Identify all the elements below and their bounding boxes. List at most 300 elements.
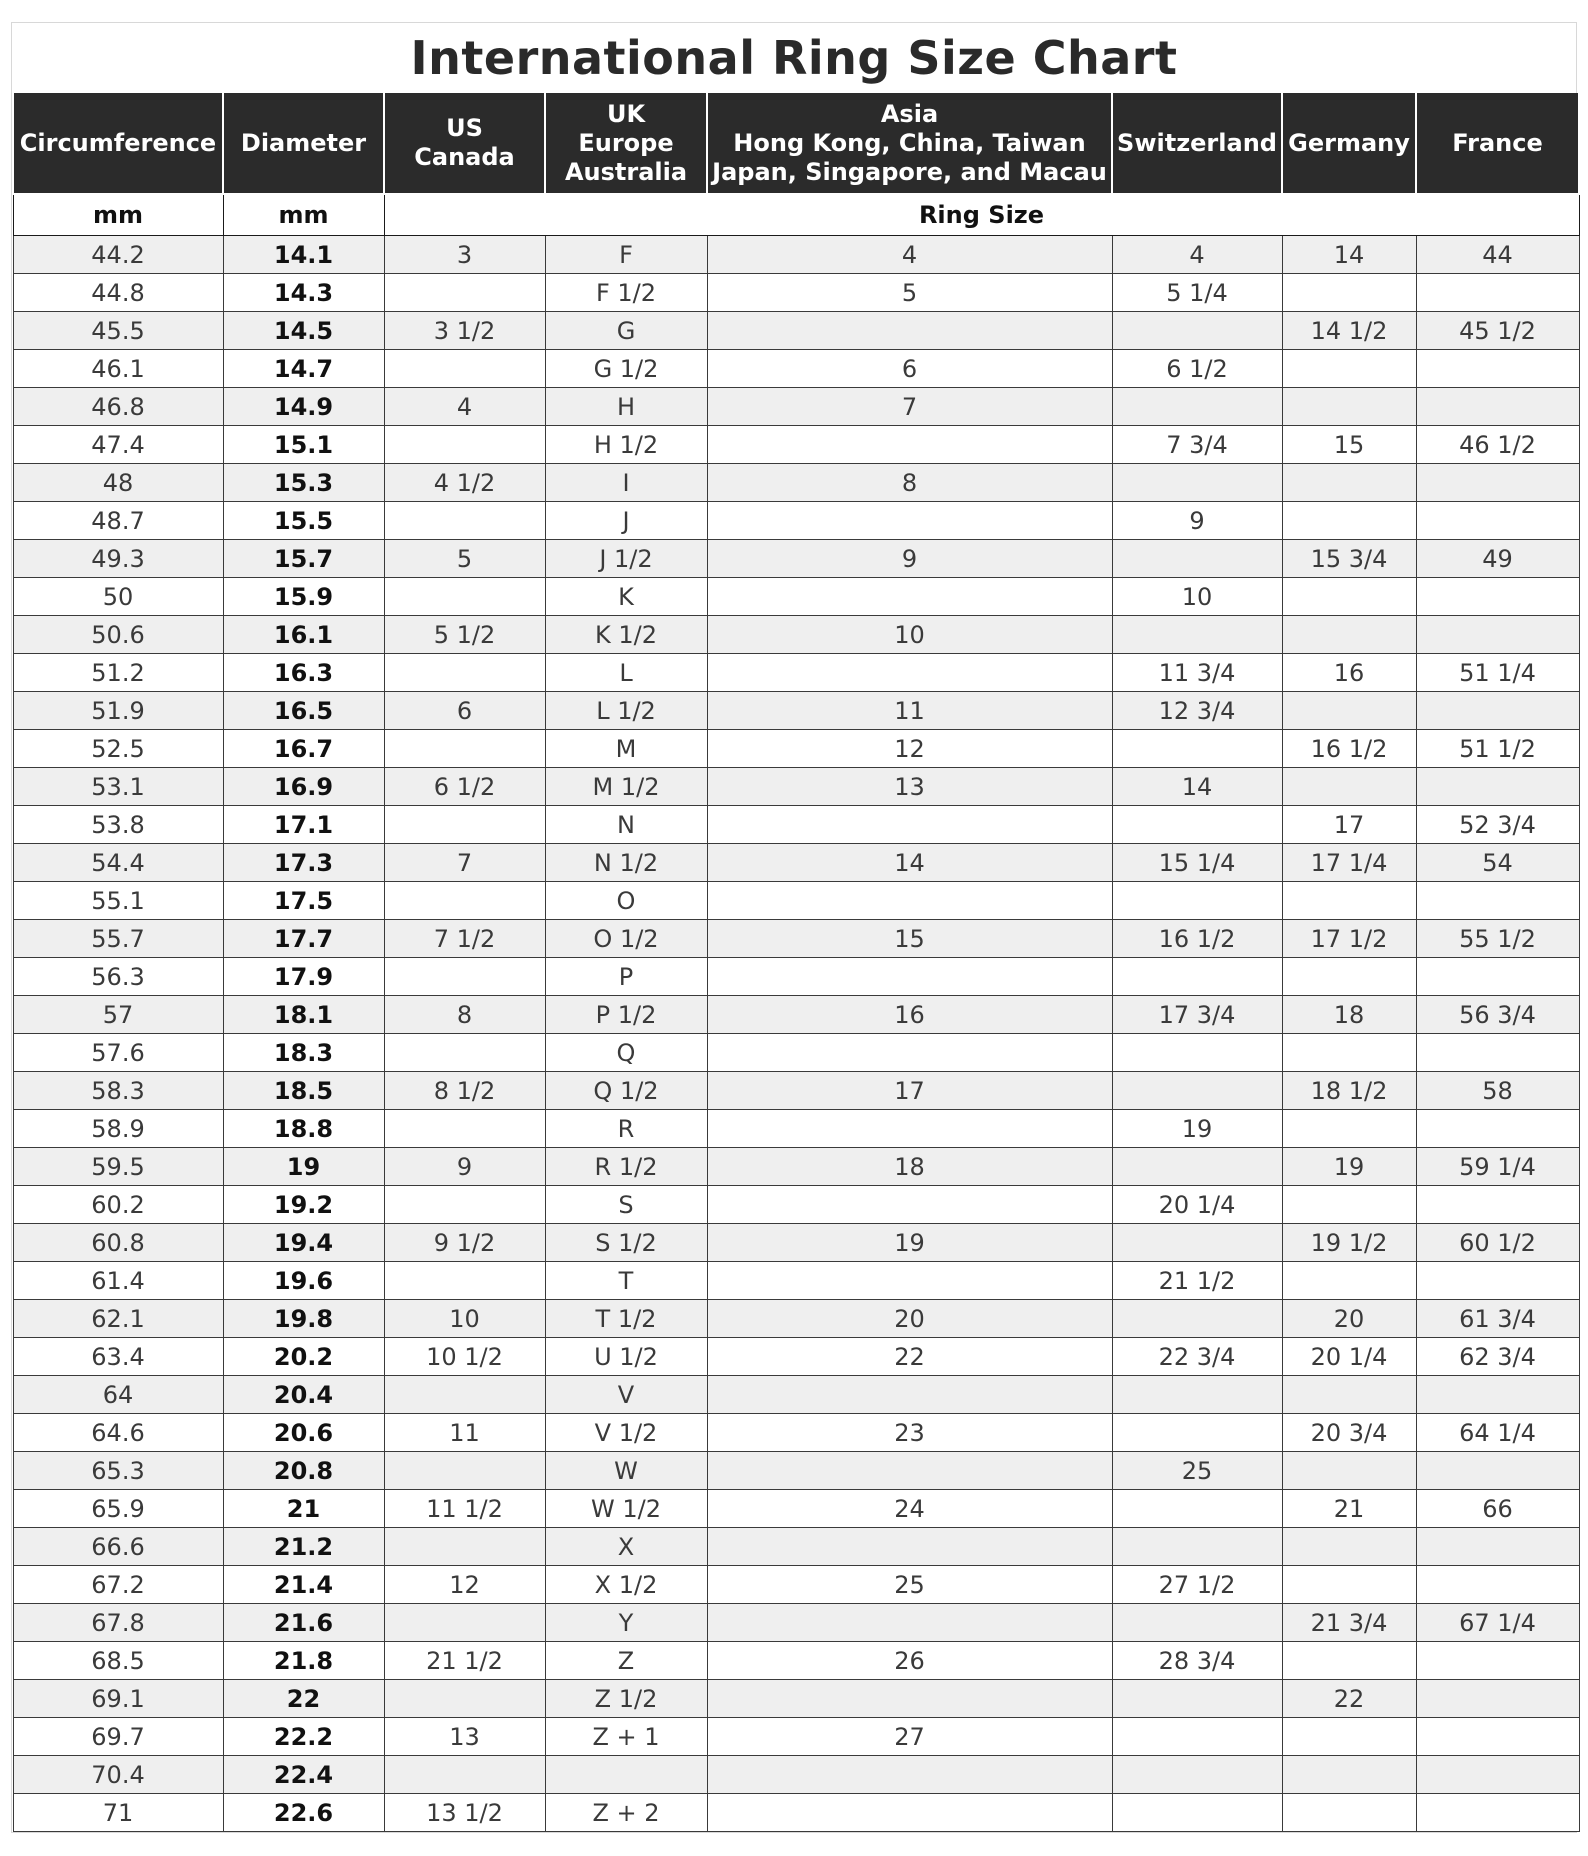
header-uk-europe-australia (545, 93, 707, 194)
cell-diameter: 16.3 (223, 654, 384, 692)
cell-us-canada (384, 730, 545, 768)
cell-asia: 4 (707, 236, 1112, 274)
cell-diameter: 20.4 (223, 1376, 384, 1414)
cell-uk: H 1/2 (545, 426, 707, 464)
header-uk-line: UK (606, 99, 646, 128)
table-row (13, 1338, 1579, 1376)
cell-germany: 14 (1282, 236, 1416, 274)
cell-switzerland (1112, 312, 1282, 350)
cell-uk: L 1/2 (545, 692, 707, 730)
table-row (13, 1718, 1579, 1756)
cell-circumference: 70.4 (13, 1756, 223, 1794)
cell-us-canada (384, 502, 545, 540)
cell-us-canada (384, 274, 545, 312)
cell-france (1416, 388, 1579, 426)
cell-france (1416, 1110, 1579, 1148)
cell-switzerland (1112, 1794, 1282, 1832)
cell-germany: 18 (1282, 996, 1416, 1034)
cell-circumference: 44.8 (13, 274, 223, 312)
header-us-line: US (446, 114, 483, 142)
cell-france: 55 1/2 (1416, 920, 1579, 958)
ring-size-table (12, 93, 1580, 1832)
cell-switzerland: 7 3/4 (1112, 426, 1282, 464)
cell-france (1416, 958, 1579, 996)
cell-france: 51 1/4 (1416, 654, 1579, 692)
header-switzerland: Switzerland (1112, 93, 1282, 194)
cell-germany (1282, 274, 1416, 312)
cell-us-canada: 21 1/2 (384, 1642, 545, 1680)
cell-circumference: 57 (13, 996, 223, 1034)
cell-germany (1282, 1794, 1416, 1832)
cell-france (1416, 1794, 1579, 1832)
cell-switzerland (1112, 1072, 1282, 1110)
cell-asia (707, 426, 1112, 464)
cell-uk: O (545, 882, 707, 920)
table-row (13, 920, 1579, 958)
cell-circumference: 62.1 (13, 1300, 223, 1338)
cell-diameter: 14.3 (223, 274, 384, 312)
cell-asia (707, 1262, 1112, 1300)
cell-diameter: 20.8 (223, 1452, 384, 1490)
unit-circumference: mm (13, 194, 223, 236)
cell-asia: 5 (707, 274, 1112, 312)
cell-asia (707, 1186, 1112, 1224)
cell-switzerland (1112, 730, 1282, 768)
cell-circumference: 65.9 (13, 1490, 223, 1528)
header-diameter: Diameter (223, 93, 384, 194)
cell-france: 52 3/4 (1416, 806, 1579, 844)
cell-diameter: 15.3 (223, 464, 384, 502)
cell-switzerland (1112, 1300, 1282, 1338)
cell-diameter: 15.7 (223, 540, 384, 578)
cell-uk: N (545, 806, 707, 844)
cell-us-canada (384, 806, 545, 844)
table-row (13, 1148, 1579, 1186)
cell-us-canada (384, 1376, 545, 1414)
cell-switzerland: 16 1/2 (1112, 920, 1282, 958)
cell-asia: 17 (707, 1072, 1112, 1110)
table-row (13, 236, 1579, 274)
cell-uk: Z + 1 (545, 1718, 707, 1756)
header-canada-line: Canada (414, 143, 515, 171)
cell-us-canada (384, 1262, 545, 1300)
cell-diameter: 21 (223, 1490, 384, 1528)
cell-asia: 27 (707, 1718, 1112, 1756)
header-circumference: Circumference (13, 93, 223, 194)
cell-uk: F (545, 236, 707, 274)
cell-switzerland (1112, 1718, 1282, 1756)
table-row (13, 1300, 1579, 1338)
cell-uk: X (545, 1528, 707, 1566)
cell-us-canada: 11 1/2 (384, 1490, 545, 1528)
table-row (13, 996, 1579, 1034)
cell-switzerland: 20 1/4 (1112, 1186, 1282, 1224)
cell-asia (707, 1528, 1112, 1566)
cell-germany (1282, 1110, 1416, 1148)
cell-france: 60 1/2 (1416, 1224, 1579, 1262)
table-row (13, 1528, 1579, 1566)
table-row (13, 502, 1579, 540)
cell-germany: 22 (1282, 1680, 1416, 1718)
cell-us-canada: 7 1/2 (384, 920, 545, 958)
table-row (13, 1756, 1579, 1794)
table-body (13, 194, 1579, 1832)
cell-asia: 18 (707, 1148, 1112, 1186)
cell-us-canada: 9 1/2 (384, 1224, 545, 1262)
cell-germany: 17 1/4 (1282, 844, 1416, 882)
cell-uk: M (545, 730, 707, 768)
cell-diameter: 16.1 (223, 616, 384, 654)
cell-france: 44 (1416, 236, 1579, 274)
cell-france (1416, 1680, 1579, 1718)
cell-germany: 21 (1282, 1490, 1416, 1528)
cell-germany: 14 1/2 (1282, 312, 1416, 350)
cell-diameter: 15.9 (223, 578, 384, 616)
cell-switzerland: 25 (1112, 1452, 1282, 1490)
cell-france (1416, 1642, 1579, 1680)
cell-diameter: 22 (223, 1680, 384, 1718)
cell-switzerland: 19 (1112, 1110, 1282, 1148)
header-asia-line-3: Japan, Singapore, and Macau (712, 157, 1107, 186)
cell-asia: 7 (707, 388, 1112, 426)
cell-diameter: 17.1 (223, 806, 384, 844)
cell-circumference: 51.2 (13, 654, 223, 692)
cell-switzerland (1112, 1148, 1282, 1186)
cell-us-canada: 12 (384, 1566, 545, 1604)
cell-us-canada: 8 (384, 996, 545, 1034)
cell-france: 54 (1416, 844, 1579, 882)
header-australia-line: Australia (564, 157, 688, 186)
cell-diameter: 16.7 (223, 730, 384, 768)
cell-switzerland: 10 (1112, 578, 1282, 616)
cell-switzerland: 28 3/4 (1112, 1642, 1282, 1680)
cell-uk: J (545, 502, 707, 540)
cell-circumference: 54.4 (13, 844, 223, 882)
header-asia-line-2: Hong Kong, China, Taiwan (733, 128, 1086, 157)
cell-us-canada: 7 (384, 844, 545, 882)
cell-germany: 17 1/2 (1282, 920, 1416, 958)
cell-diameter: 17.7 (223, 920, 384, 958)
cell-circumference: 65.3 (13, 1452, 223, 1490)
cell-uk: S (545, 1186, 707, 1224)
cell-circumference: 53.1 (13, 768, 223, 806)
table-row (13, 1186, 1579, 1224)
cell-diameter: 20.2 (223, 1338, 384, 1376)
cell-germany: 17 (1282, 806, 1416, 844)
cell-circumference: 48 (13, 464, 223, 502)
cell-switzerland: 12 3/4 (1112, 692, 1282, 730)
table-row (13, 882, 1579, 920)
cell-diameter: 22.4 (223, 1756, 384, 1794)
cell-switzerland (1112, 958, 1282, 996)
cell-uk: W 1/2 (545, 1490, 707, 1528)
cell-france (1416, 1034, 1579, 1072)
cell-asia (707, 882, 1112, 920)
cell-switzerland (1112, 1414, 1282, 1452)
cell-us-canada (384, 1110, 545, 1148)
table-row (13, 1680, 1579, 1718)
header-germany: Germany (1282, 93, 1416, 194)
cell-diameter: 17.5 (223, 882, 384, 920)
table-row (13, 1034, 1579, 1072)
cell-us-canada (384, 1528, 545, 1566)
cell-uk: H (545, 388, 707, 426)
table-row (13, 388, 1579, 426)
unit-diameter: mm (223, 194, 384, 236)
cell-circumference: 50.6 (13, 616, 223, 654)
cell-us-canada (384, 578, 545, 616)
cell-circumference: 50 (13, 578, 223, 616)
cell-us-canada (384, 350, 545, 388)
cell-uk: Q (545, 1034, 707, 1072)
cell-asia (707, 806, 1112, 844)
cell-circumference: 60.2 (13, 1186, 223, 1224)
cell-asia (707, 1756, 1112, 1794)
cell-france (1416, 1718, 1579, 1756)
cell-france: 64 1/4 (1416, 1414, 1579, 1452)
cell-asia (707, 1794, 1112, 1832)
cell-uk: X 1/2 (545, 1566, 707, 1604)
cell-uk: J 1/2 (545, 540, 707, 578)
cell-asia: 22 (707, 1338, 1112, 1376)
cell-us-canada: 13 1/2 (384, 1794, 545, 1832)
cell-us-canada (384, 1452, 545, 1490)
cell-asia (707, 502, 1112, 540)
cell-diameter: 16.5 (223, 692, 384, 730)
cell-france (1416, 1262, 1579, 1300)
cell-circumference: 45.5 (13, 312, 223, 350)
cell-diameter: 19.2 (223, 1186, 384, 1224)
cell-uk: P 1/2 (545, 996, 707, 1034)
cell-us-canada (384, 882, 545, 920)
cell-uk: Y (545, 1604, 707, 1642)
cell-us-canada: 9 (384, 1148, 545, 1186)
cell-uk: I (545, 464, 707, 502)
cell-uk: R (545, 1110, 707, 1148)
cell-switzerland: 11 3/4 (1112, 654, 1282, 692)
cell-germany: 20 1/4 (1282, 1338, 1416, 1376)
cell-switzerland: 4 (1112, 236, 1282, 274)
table-row (13, 1376, 1579, 1414)
cell-switzerland (1112, 540, 1282, 578)
cell-france (1416, 1756, 1579, 1794)
cell-asia (707, 1110, 1112, 1148)
cell-asia: 23 (707, 1414, 1112, 1452)
cell-us-canada: 4 1/2 (384, 464, 545, 502)
cell-uk (545, 1756, 707, 1794)
cell-circumference: 68.5 (13, 1642, 223, 1680)
cell-us-canada: 5 1/2 (384, 616, 545, 654)
cell-diameter: 18.3 (223, 1034, 384, 1072)
cell-france: 59 1/4 (1416, 1148, 1579, 1186)
cell-asia: 6 (707, 350, 1112, 388)
cell-uk: G (545, 312, 707, 350)
cell-germany (1282, 1034, 1416, 1072)
cell-circumference: 64 (13, 1376, 223, 1414)
header-us-canada (384, 93, 545, 194)
cell-uk: V 1/2 (545, 1414, 707, 1452)
cell-asia: 11 (707, 692, 1112, 730)
cell-germany (1282, 1452, 1416, 1490)
table-row (13, 1794, 1579, 1832)
cell-asia: 15 (707, 920, 1112, 958)
cell-asia: 25 (707, 1566, 1112, 1604)
cell-asia: 12 (707, 730, 1112, 768)
cell-us-canada: 13 (384, 1718, 545, 1756)
cell-france: 51 1/2 (1416, 730, 1579, 768)
cell-uk: K 1/2 (545, 616, 707, 654)
cell-france (1416, 768, 1579, 806)
cell-asia (707, 1376, 1112, 1414)
table-row (13, 274, 1579, 312)
cell-uk: G 1/2 (545, 350, 707, 388)
cell-us-canada: 10 (384, 1300, 545, 1338)
cell-us-canada (384, 1756, 545, 1794)
cell-us-canada (384, 958, 545, 996)
cell-switzerland (1112, 616, 1282, 654)
cell-uk: T (545, 1262, 707, 1300)
header-france: France (1416, 93, 1579, 194)
cell-diameter: 19.8 (223, 1300, 384, 1338)
cell-switzerland (1112, 882, 1282, 920)
cell-germany (1282, 692, 1416, 730)
cell-germany: 20 3/4 (1282, 1414, 1416, 1452)
table-row (13, 1490, 1579, 1528)
cell-switzerland (1112, 1376, 1282, 1414)
cell-france (1416, 882, 1579, 920)
table-row (13, 730, 1579, 768)
cell-germany (1282, 1566, 1416, 1604)
table-row (13, 1224, 1579, 1262)
cell-diameter: 16.9 (223, 768, 384, 806)
cell-france: 66 (1416, 1490, 1579, 1528)
table-row (13, 1414, 1579, 1452)
cell-germany (1282, 1262, 1416, 1300)
cell-diameter: 20.6 (223, 1414, 384, 1452)
cell-germany: 21 3/4 (1282, 1604, 1416, 1642)
cell-uk: Q 1/2 (545, 1072, 707, 1110)
table-row (13, 692, 1579, 730)
cell-us-canada: 10 1/2 (384, 1338, 545, 1376)
cell-circumference: 51.9 (13, 692, 223, 730)
cell-diameter: 18.8 (223, 1110, 384, 1148)
cell-switzerland (1112, 1224, 1282, 1262)
cell-asia (707, 958, 1112, 996)
cell-diameter: 22.2 (223, 1718, 384, 1756)
cell-us-canada (384, 1034, 545, 1072)
cell-asia: 13 (707, 768, 1112, 806)
cell-germany (1282, 350, 1416, 388)
cell-us-canada: 5 (384, 540, 545, 578)
cell-switzerland: 14 (1112, 768, 1282, 806)
cell-diameter: 18.5 (223, 1072, 384, 1110)
cell-us-canada: 6 (384, 692, 545, 730)
cell-germany (1282, 388, 1416, 426)
cell-france: 45 1/2 (1416, 312, 1579, 350)
header-europe-line: Europe (578, 128, 674, 157)
cell-france (1416, 350, 1579, 388)
cell-germany: 16 (1282, 654, 1416, 692)
cell-circumference: 69.7 (13, 1718, 223, 1756)
table-row (13, 1642, 1579, 1680)
cell-france: 67 1/4 (1416, 1604, 1579, 1642)
cell-circumference: 64.6 (13, 1414, 223, 1452)
cell-switzerland (1112, 388, 1282, 426)
cell-uk: W (545, 1452, 707, 1490)
table-row (13, 1452, 1579, 1490)
cell-circumference: 52.5 (13, 730, 223, 768)
cell-diameter: 21.8 (223, 1642, 384, 1680)
cell-circumference: 48.7 (13, 502, 223, 540)
cell-france (1416, 1528, 1579, 1566)
cell-switzerland: 15 1/4 (1112, 844, 1282, 882)
ring-size-chart (11, 22, 1577, 1833)
cell-asia (707, 654, 1112, 692)
cell-asia (707, 312, 1112, 350)
cell-uk: Z + 2 (545, 1794, 707, 1832)
cell-germany (1282, 1718, 1416, 1756)
cell-germany (1282, 502, 1416, 540)
cell-uk: L (545, 654, 707, 692)
cell-france: 46 1/2 (1416, 426, 1579, 464)
cell-circumference: 58.3 (13, 1072, 223, 1110)
table-row (13, 768, 1579, 806)
cell-uk: M 1/2 (545, 768, 707, 806)
cell-diameter: 17.3 (223, 844, 384, 882)
table-row (13, 654, 1579, 692)
cell-asia: 8 (707, 464, 1112, 502)
cell-diameter: 14.5 (223, 312, 384, 350)
cell-switzerland (1112, 1490, 1282, 1528)
cell-circumference: 46.8 (13, 388, 223, 426)
cell-asia (707, 578, 1112, 616)
cell-circumference: 61.4 (13, 1262, 223, 1300)
table-row (13, 312, 1579, 350)
cell-france (1416, 1566, 1579, 1604)
table-row (13, 1604, 1579, 1642)
cell-us-canada: 11 (384, 1414, 545, 1452)
cell-germany: 15 3/4 (1282, 540, 1416, 578)
cell-circumference: 55.1 (13, 882, 223, 920)
cell-france (1416, 464, 1579, 502)
cell-switzerland: 9 (1112, 502, 1282, 540)
cell-germany: 18 1/2 (1282, 1072, 1416, 1110)
cell-asia: 19 (707, 1224, 1112, 1262)
cell-us-canada (384, 1680, 545, 1718)
table-row (13, 806, 1579, 844)
table-row (13, 1262, 1579, 1300)
cell-germany (1282, 464, 1416, 502)
cell-circumference: 56.3 (13, 958, 223, 996)
cell-germany: 15 (1282, 426, 1416, 464)
cell-asia: 24 (707, 1490, 1112, 1528)
cell-asia (707, 1604, 1112, 1642)
cell-germany: 19 (1282, 1148, 1416, 1186)
cell-uk: V (545, 1376, 707, 1414)
cell-switzerland: 6 1/2 (1112, 350, 1282, 388)
cell-france (1416, 502, 1579, 540)
cell-us-canada (384, 426, 545, 464)
cell-germany (1282, 1528, 1416, 1566)
cell-circumference: 63.4 (13, 1338, 223, 1376)
cell-france: 49 (1416, 540, 1579, 578)
cell-germany (1282, 1642, 1416, 1680)
cell-germany: 20 (1282, 1300, 1416, 1338)
table-row (13, 958, 1579, 996)
cell-switzerland: 22 3/4 (1112, 1338, 1282, 1376)
chart-title: International Ring Size Chart (410, 31, 1178, 85)
cell-switzerland: 27 1/2 (1112, 1566, 1282, 1604)
